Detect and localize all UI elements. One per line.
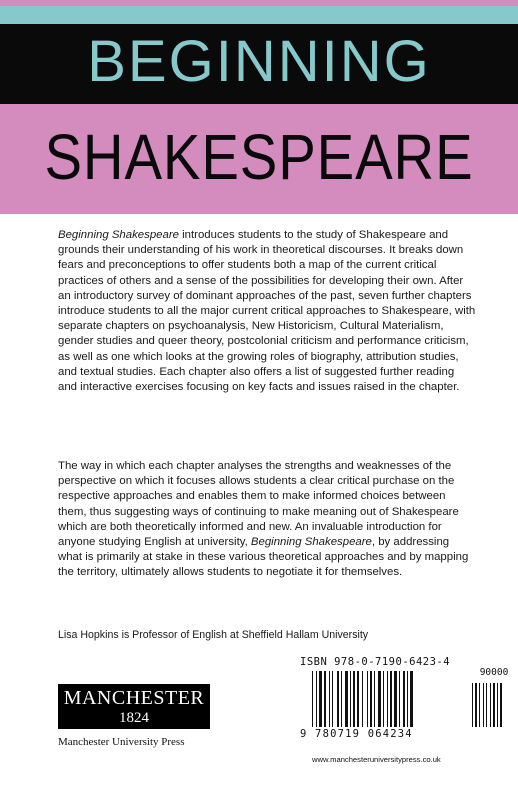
barcode-bar <box>387 671 388 727</box>
book-title-italic: Beginning Shakespeare <box>58 229 179 241</box>
barcode-addon-bar <box>475 683 477 727</box>
logo-year: 1824 <box>119 710 149 726</box>
barcode-bar <box>357 671 359 727</box>
barcode-addon-bar <box>483 683 484 727</box>
barcode-bar <box>407 671 408 727</box>
blurb-paragraph-2-text-before: The way in which each chapter analyses the strengths and weaknesses of the perspective on which it focuses allows students a clear critical purchase on the respective approaches and enables them to make informed choices between them, thus suggesting ways of continuing to make meaning out of Shakespeare which are both theoretically informed and new. An invaluable introduction for anyone studying English at university, <box>58 460 459 549</box>
barcode-bar <box>329 671 330 727</box>
blurb-paragraph-2-text-after: , by addressing what is primarily at stake in these various theoretical approaches and by mapping the territory, ultimately allows students to negotiate it for themselves. <box>58 536 469 579</box>
barcode-addon-bar <box>486 683 487 727</box>
publisher-logo <box>58 684 210 729</box>
barcode-bar <box>399 671 400 727</box>
barcode-bars <box>300 671 518 729</box>
barcode-bar <box>374 671 375 727</box>
barcode-bar <box>378 671 381 727</box>
barcode-bar <box>319 671 322 727</box>
blurb-paragraph-2 <box>58 459 476 581</box>
blurb-paragraph-1-text: introduces students to the study of Shakespeare and grounds their understanding of his work in theoretical discourses. It breaks down fears and preconceptions to offer students both a map of the current critical practices of others and a sense of the possibilities for developing their own. After an introductory survey of dominant approaches of the past, seven further chapters introduce students to all the major current critical approaches to Shakespeare, with separate chapters on psychoanalysis, New Historicism, Cultural Materialism, gender studies and queer theory, postcolonial criticism and performance criticism, as well as one which looks at the growing roles of biography, attribution studies, and textual studies. Each chapter also offers a list of suggested further reading and interactive exercises focusing on key facts and issues raised in the chapter. <box>58 229 476 394</box>
barcode-bar <box>332 671 333 727</box>
barcode-bar <box>362 671 363 727</box>
publisher-name: Manchester University Press <box>58 736 185 748</box>
blurb-paragraph-1 <box>58 228 476 395</box>
barcode-bar <box>316 671 317 727</box>
barcode-bar <box>410 671 413 727</box>
barcode-bar <box>383 671 384 727</box>
isbn-label: ISBN 978-0-7190-6423-4 <box>300 656 451 668</box>
barcode-bar <box>390 671 392 727</box>
barcode-number: 9 780719 064234 <box>300 728 413 740</box>
barcode-bar <box>367 671 368 727</box>
publisher-url: www.manchesteruniversitypress.co.uk <box>312 755 441 764</box>
barcode-addon-bar <box>472 683 473 727</box>
barcode-addon-bar <box>500 683 502 727</box>
barcode-bar <box>345 671 348 727</box>
title-line-2: SHAKESPEARE <box>44 121 474 193</box>
barcode-bar <box>394 671 397 727</box>
barcode-bar <box>341 671 342 727</box>
barcode-bar <box>353 671 355 727</box>
barcode-addon-bar <box>490 683 491 727</box>
barcode-addon-bar <box>497 683 498 727</box>
barcode-addon-bar <box>493 683 495 727</box>
author-note: Lisa Hopkins is Professor of English at Sheffield Hallam University <box>58 629 369 641</box>
barcode-bar <box>312 671 313 727</box>
barcode-addon-number: 90000 <box>479 667 509 678</box>
barcode-bar <box>324 671 326 727</box>
title-line-1: BEGINNING <box>87 29 431 94</box>
barcode-bar <box>403 671 405 727</box>
teal-band <box>0 6 518 24</box>
barcode-bar <box>370 671 372 727</box>
book-title-italic: Beginning Shakespeare <box>250 536 372 549</box>
logo-name: MANCHESTER <box>63 687 205 709</box>
barcode-bar <box>350 671 351 727</box>
barcode-bar <box>337 671 339 727</box>
barcode-addon-bar <box>479 683 480 727</box>
